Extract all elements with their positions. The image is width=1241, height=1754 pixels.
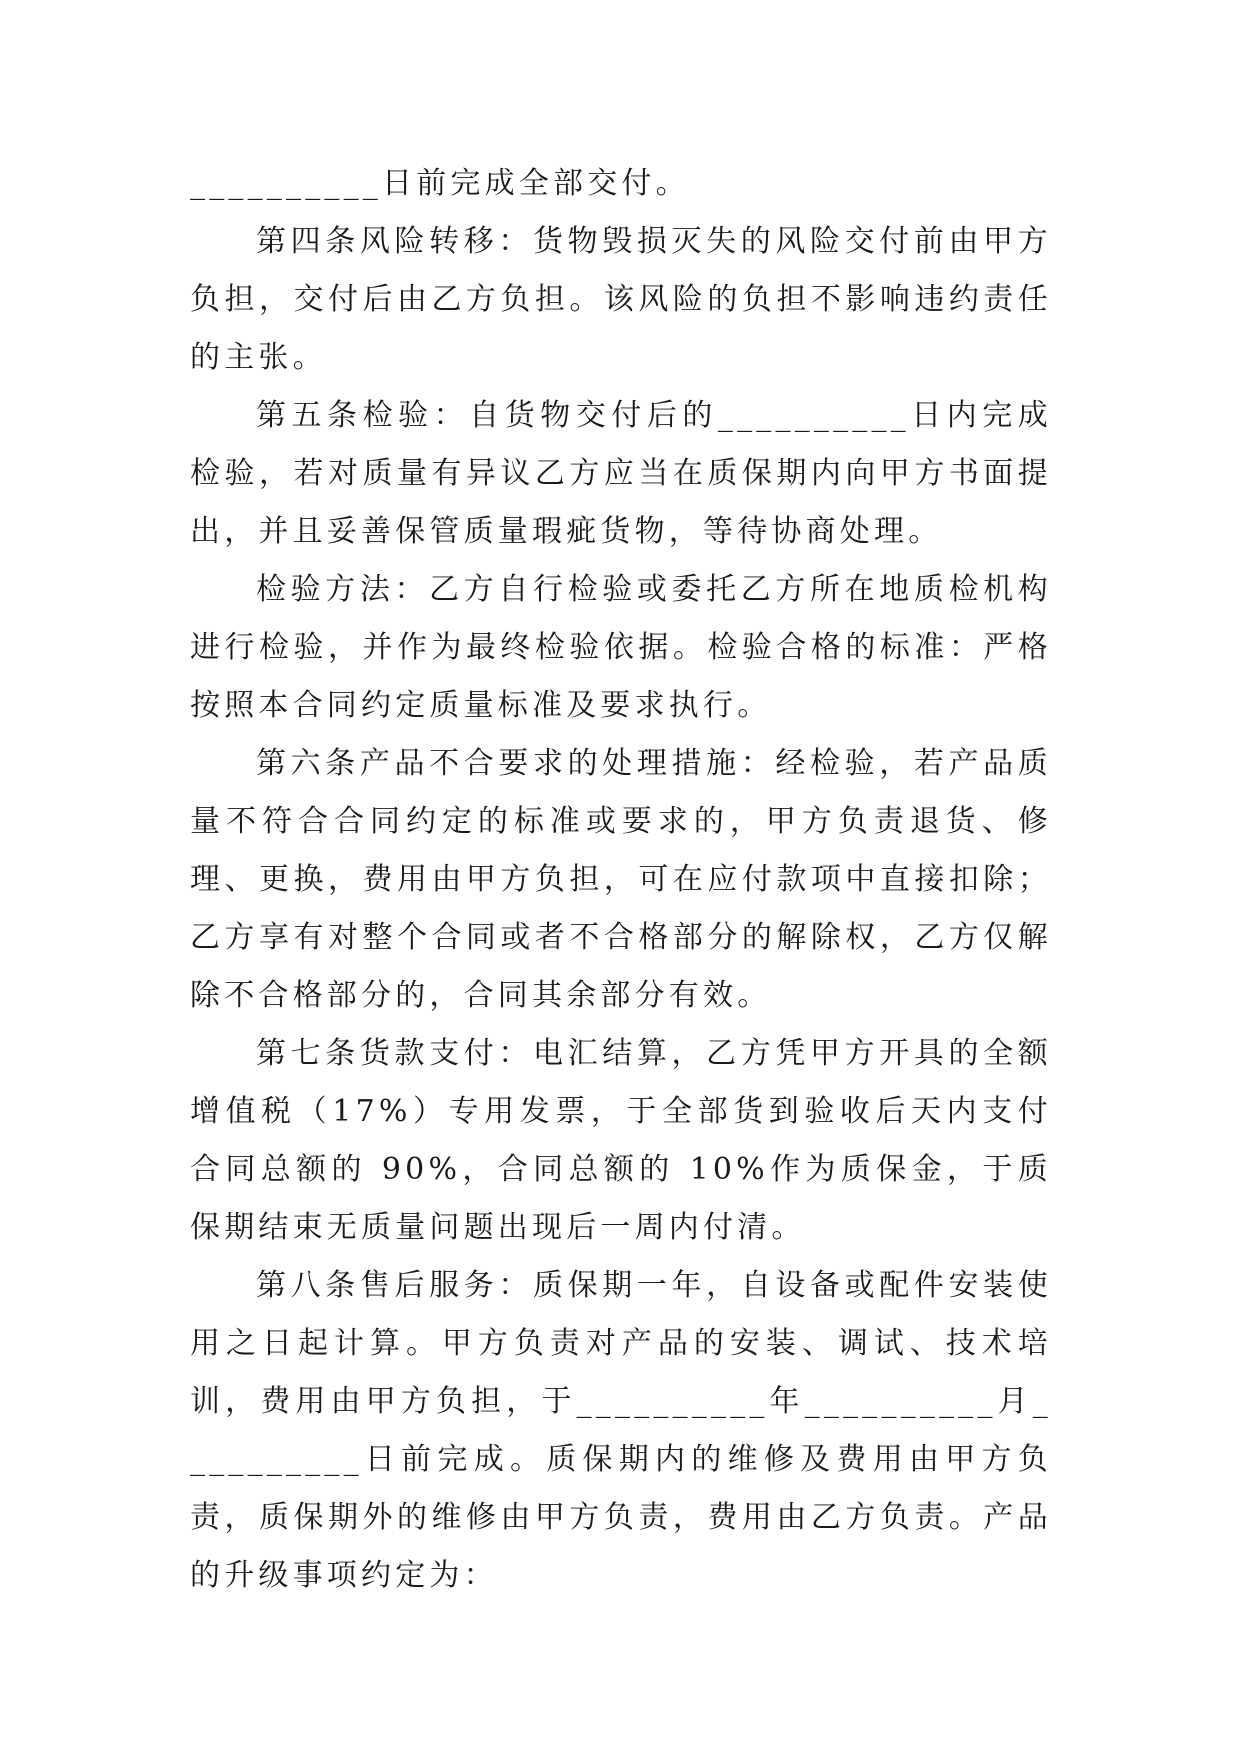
- document-body: [190, 155, 1052, 1605]
- paragraph-article-8-after-sales: 第八条售后服务：质保期一年，自设备或配件安装使用之日起计算。甲方负责对产品的安装、调试、技术培训，费用由甲方负担，于__________年__________月__________日前完成。质保期内的维修及费用由甲方负责，质保期外的维修由甲方负责，费用由乙方负责。产品的升级事项约定为：: [190, 1268, 1052, 1593]
- paragraph-article-5-inspection: 第五条检验：自货物交付后的__________日内完成检验，若对质量有异议乙方应当在质保期内向甲方书面提出，并且妥善保管质量瑕疵货物，等待协商处理。: [190, 398, 1052, 549]
- paragraph-delivery-deadline: __________日前完成全部交付。: [190, 166, 690, 201]
- paragraph-article-4-risk-transfer: 第四条风险转移：货物毁损灭失的风险交付前由甲方负担，交付后由乙方负担。该风险的负担不影响违约责任的主张。: [190, 224, 1052, 375]
- paragraph-inspection-method: 检验方法：乙方自行检验或委托乙方所在地质检机构进行检验，并作为最终检验依据。检验合格的标准：严格按照本合同约定质量标准及要求执行。: [190, 572, 1052, 723]
- paragraph-article-7-payment: 第七条货款支付：电汇结算，乙方凭甲方开具的全额增值税（17%）专用发票，于全部货到验收后天内支付合同总额的 90%，合同总额的 10%作为质保金，于质保期结束无质量问题出现后一周内付清。: [190, 1036, 1052, 1245]
- paragraph-article-6-nonconforming-products: 第六条产品不合要求的处理措施：经检验，若产品质量不符合合同约定的标准或要求的，甲方负责退货、修理、更换，费用由甲方负担，可在应付款项中直接扣除；乙方享有对整个合同或者不合格部分的解除权，乙方仅解除不合格部分的，合同其余部分有效。: [190, 746, 1052, 1013]
